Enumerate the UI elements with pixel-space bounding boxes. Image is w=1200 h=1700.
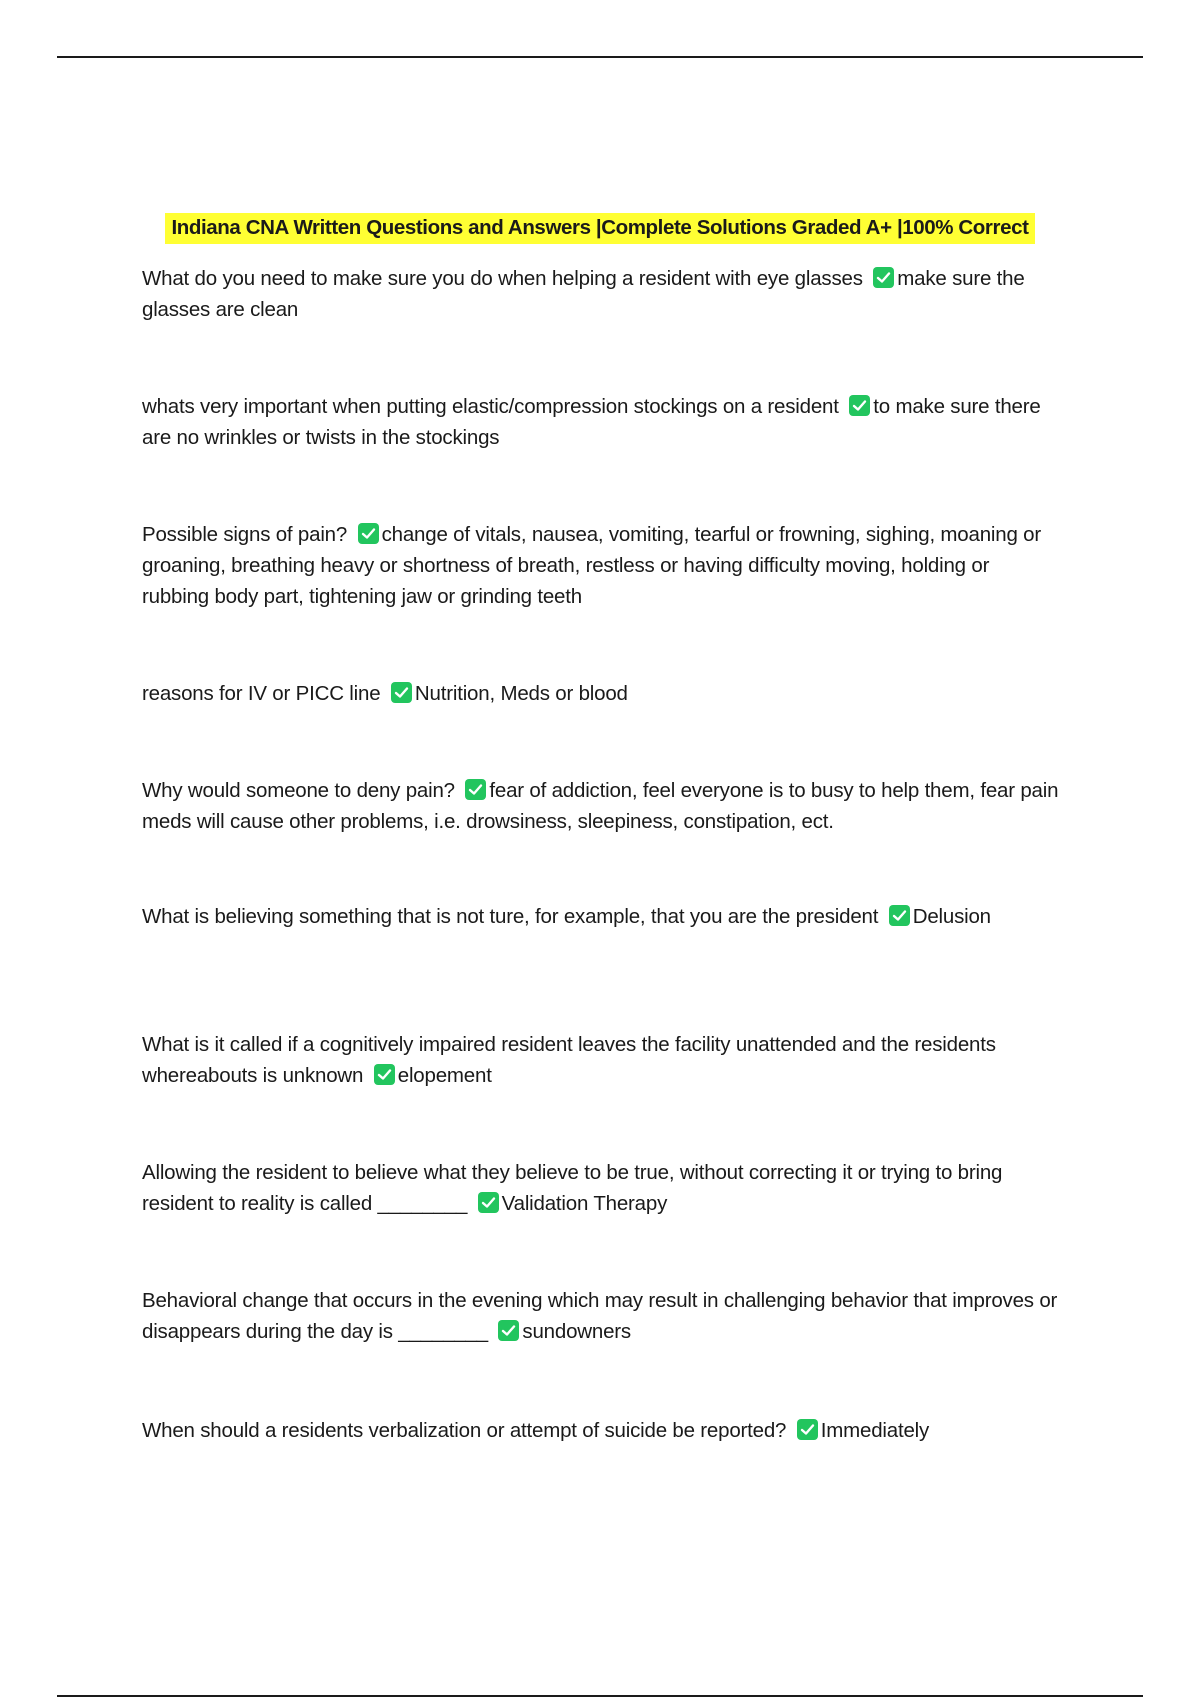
answer-text: Immediately xyxy=(820,1419,930,1442)
question-text: reasons for IV or PICC line xyxy=(142,682,381,705)
answer-text: Delusion xyxy=(912,905,991,928)
answer-text: Validation Therapy xyxy=(501,1192,668,1215)
qa-item-9 xyxy=(142,1285,1060,1347)
qa-item-7 xyxy=(142,1029,1060,1091)
question-text: What is believing something that is not ture, for example, that you are the president xyxy=(142,905,879,928)
qa-item-4 xyxy=(142,678,1060,709)
check-box-icon xyxy=(478,1192,499,1213)
qa-item-3 xyxy=(142,519,1060,612)
question-text: What do you need to make sure you do when helping a resident with eye glasses xyxy=(142,267,863,290)
check-box-icon xyxy=(358,523,379,544)
question-text: Why would someone to deny pain? xyxy=(142,779,455,802)
question-text: What is it called if a cognitively impaired resident leaves the facility unattended and the residents whereabouts is unknown xyxy=(142,1033,996,1087)
qa-item-6 xyxy=(142,901,1060,932)
answer-text: Nutrition, Meds or blood xyxy=(414,682,628,705)
question-text: When should a residents verbalization or attempt of suicide be reported? xyxy=(142,1419,787,1442)
question-text: whats very important when putting elastic/compression stockings on a resident xyxy=(142,395,839,418)
qa-item-8 xyxy=(142,1157,1060,1219)
title-container xyxy=(0,213,1200,244)
top-rule xyxy=(57,56,1143,58)
answer-text: change of vitals, nausea, vomiting, tearful or frowning, sighing, moaning or groaning, breathing heavy or shortness of breath, restless or having difficulty moving, holding or rubbing body part, tightening jaw or grinding teeth xyxy=(142,523,1041,608)
answer-text: fear of addiction, feel everyone is to busy to help them, fear pain meds will cause other problems, i.e. drowsiness, sleepiness, constipation, ect. xyxy=(142,779,1059,833)
check-box-icon xyxy=(873,267,894,288)
check-box-icon xyxy=(797,1419,818,1440)
check-box-icon xyxy=(498,1320,519,1341)
document-title: Indiana CNA Written Questions and Answers |Complete Solutions Graded A+ |100% Correct xyxy=(165,213,1034,244)
qa-item-10 xyxy=(142,1415,1060,1446)
check-box-icon xyxy=(849,395,870,416)
question-text: Allowing the resident to believe what they believe to be true, without correcting it or trying to bring resident to reality is called ________ xyxy=(142,1161,1003,1215)
check-box-icon xyxy=(465,779,486,800)
check-box-icon xyxy=(889,905,910,926)
answer-text: sundowners xyxy=(522,1320,631,1343)
question-text: Behavioral change that occurs in the evening which may result in challenging behavior that improves or disappears during the day is ________ xyxy=(142,1289,1058,1343)
check-box-icon xyxy=(391,682,412,703)
question-text: Possible signs of pain? xyxy=(142,523,348,546)
answer-text: to make sure there are no wrinkles or twists in the stockings xyxy=(142,395,1041,449)
check-box-icon xyxy=(374,1064,395,1085)
qa-item-5 xyxy=(142,775,1060,837)
answer-text: elopement xyxy=(397,1064,492,1087)
qa-item-2 xyxy=(142,391,1060,453)
answer-text: make sure the glasses are clean xyxy=(142,267,1025,321)
qa-item-1 xyxy=(142,263,1060,325)
bottom-rule xyxy=(57,1695,1143,1697)
